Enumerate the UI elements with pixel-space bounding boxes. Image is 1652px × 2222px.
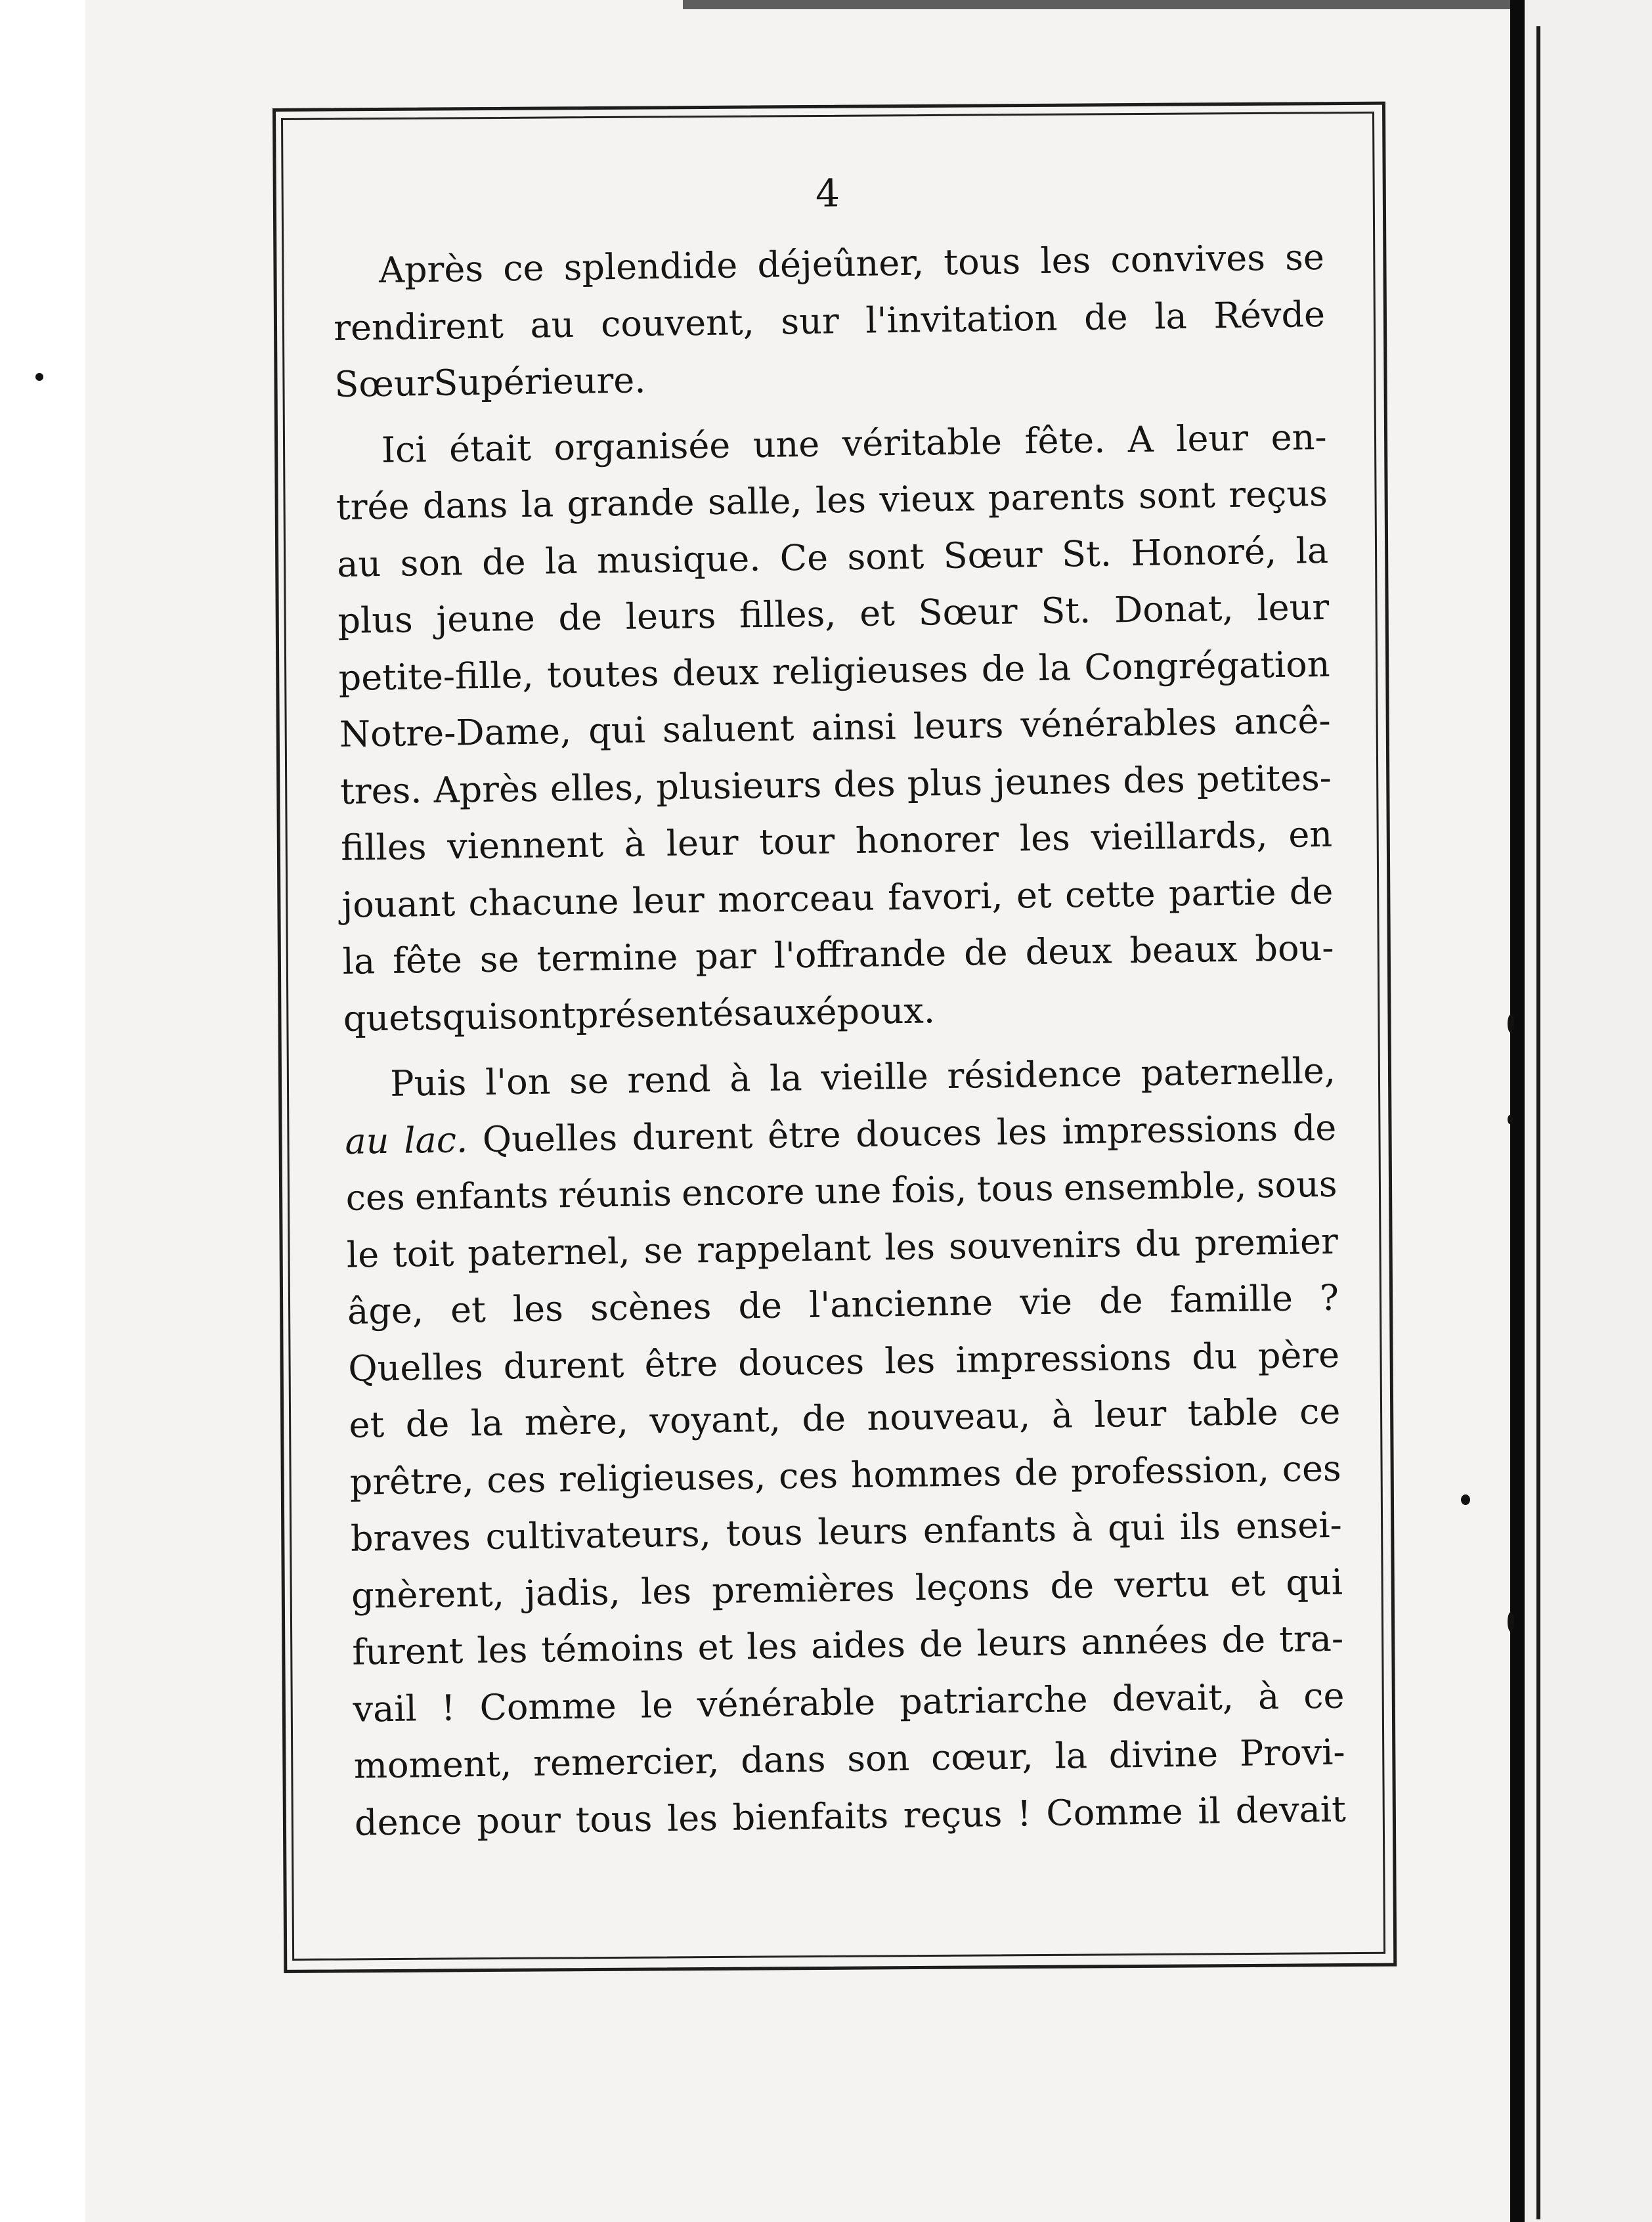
text-line: vail ! Comme le vénérable patriarche devait, à ce	[353, 1674, 1345, 1730]
text-line: petite-fille, toutes deux religieuses de la Congrégation	[338, 643, 1330, 699]
text-line: Ici était organisée une véritable fête. A leur en-	[381, 416, 1328, 471]
text-line: braves cultivateurs, tous leurs enfants à qui ils ensei-	[350, 1504, 1343, 1559]
scan-speck	[1508, 1014, 1514, 1033]
text-line: quets qui sont présentés aux époux.	[343, 989, 936, 1039]
scan-speck	[1461, 1494, 1470, 1505]
scan-speck	[35, 373, 43, 381]
paragraphs	[332, 229, 1346, 1852]
facing-page-line	[1536, 26, 1540, 2219]
scan-speck	[1508, 1115, 1513, 1124]
text-line: trée dans la grande salle, les vieux parents sont reçus	[336, 472, 1328, 528]
text-line: plus jeune de leurs filles, et Sœur St. Donat, leur	[337, 586, 1330, 642]
text-line: Quelles durent être douces les impressions du père	[347, 1334, 1340, 1389]
facing-page-edge	[1525, 0, 1652, 2222]
text-line: furent les témoins et les aides de leurs années de tra-	[351, 1617, 1344, 1673]
text-line: le toit paternel, se rappelant les souvenirs du premier	[346, 1220, 1339, 1276]
text-line: tres. Après elles, plusieurs des plus jeunes des petites-	[339, 756, 1332, 812]
scan-speck	[1508, 1612, 1514, 1632]
text-line: jouant chacune leur morceau favori, et cette partie de	[341, 870, 1334, 926]
text-line: filles viennent à leur tour honorer les vieillards, en	[340, 813, 1333, 869]
scan-top-edge	[683, 0, 1510, 9]
text-line: âge, et les scènes de l'ancienne vie de famille ?	[347, 1276, 1339, 1332]
text-line: au lac. Quelles durent être douces les impressions de	[345, 1106, 1337, 1162]
text-line: Après ce splendide déjeûner, tous les convives se	[378, 236, 1325, 292]
text-line: moment, remercier, dans son cœur, la divine Provi-	[353, 1731, 1346, 1787]
page-number: 4	[815, 171, 840, 216]
paragraph	[332, 229, 1326, 414]
text-line: rendirent au couvent, sur l'invitation de la Révde	[333, 293, 1326, 349]
text-line: dence pour tous les bienfaits reçus ! Comme il devait	[354, 1788, 1347, 1844]
text-line: Sœur Supérieure.	[334, 359, 646, 405]
text-line: prêtre, ces religieuses, ces hommes de profession, ces	[349, 1447, 1342, 1503]
text-line: au son de la musique. Ce sont Sœur St. Honoré, la	[336, 529, 1329, 585]
text-line: gnèrent, jadis, les premières leçons de vertu et qui	[351, 1561, 1343, 1617]
text-line: ces enfants réunis encore une fois, tous ensemble, sous	[345, 1163, 1337, 1219]
text-line: Notre-Dame, qui saluent ainsi leurs vénérables ancê-	[339, 699, 1332, 755]
paragraph	[344, 1043, 1347, 1852]
paragraph	[335, 408, 1335, 1047]
text-line: la fête se termine par l'offrande de deux beaux bou-	[342, 926, 1334, 982]
text-line: et de la mère, voyant, de nouveau, à leur table ce	[349, 1390, 1341, 1446]
binding-shadow	[1510, 0, 1525, 2222]
page-text	[332, 163, 1347, 1911]
text-line: Puis l'on se rend à la vieille résidence paternelle,	[389, 1049, 1336, 1104]
